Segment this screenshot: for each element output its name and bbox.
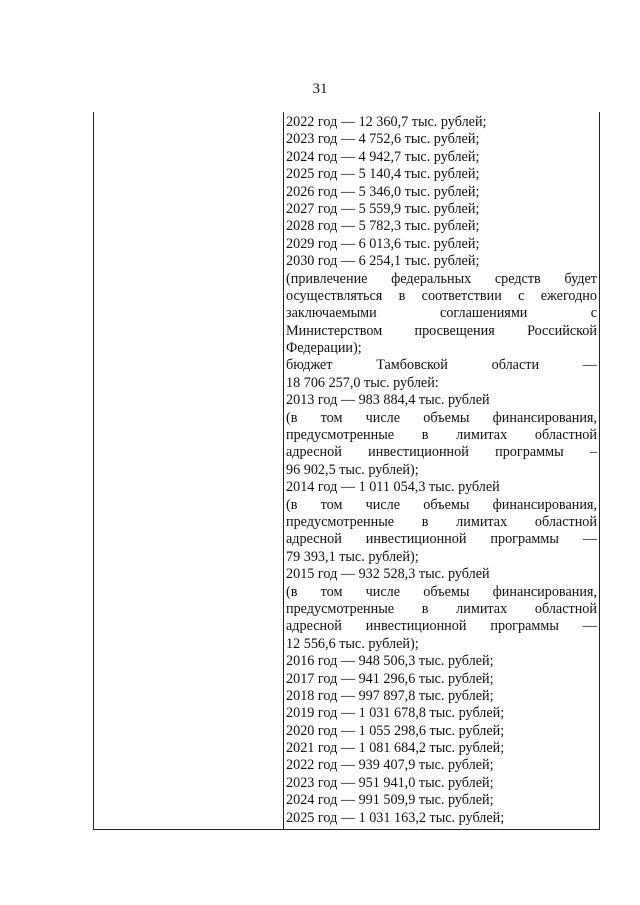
text-line: 2023 год — 4 752,6 тыс. рублей; [286, 131, 480, 148]
text-line: бюджет Тамбовской области — [286, 357, 597, 374]
text-line: 2013 год — 983 884,4 тыс. рублей [286, 392, 490, 409]
text-line: 2021 год — 1 081 684,2 тыс. рублей; [286, 740, 505, 757]
page-number: 31 [312, 81, 328, 97]
text-line: 79 393,1 тыс. рублей); [286, 548, 419, 565]
text-line: 2026 год — 5 346,0 тыс. рублей; [286, 183, 480, 200]
text-line: 2016 год — 948 506,3 тыс. рублей; [286, 653, 494, 670]
text-line: (в том числе объемы финансирования, [286, 583, 597, 600]
text-line: 2024 год — 4 942,7 тыс. рублей; [286, 148, 480, 165]
text-line: 2028 год — 5 782,3 тыс. рублей; [286, 218, 480, 235]
text-line: 2017 год — 941 296,6 тыс. рублей; [286, 670, 494, 687]
text-line: 2023 год — 951 941,0 тыс. рублей; [286, 774, 494, 791]
text-line: заключаемыми соглашениями с [286, 305, 597, 322]
text-line: предусмотренные в лимитах областной [286, 427, 597, 444]
funding-table [93, 112, 600, 830]
text-line: 2019 год — 1 031 678,8 тыс. рублей; [286, 705, 505, 722]
table-right-column [286, 114, 597, 827]
text-line: 2025 год — 5 140,4 тыс. рублей; [286, 166, 480, 183]
text-line: 2022 год — 12 360,7 тыс. рублей; [286, 114, 487, 130]
text-line: предусмотренные в лимитах областной [286, 513, 597, 530]
text-line: 12 556,6 тыс. рублей); [286, 635, 419, 652]
text-line: (привлечение федеральных средств будет [286, 270, 597, 287]
text-line: Федерации); [286, 340, 362, 357]
text-line: 2030 год — 6 254,1 тыс. рублей; [286, 253, 480, 270]
text-line: 2018 год — 997 897,8 тыс. рублей; [286, 687, 494, 704]
text-line: 2027 год — 5 559,9 тыс. рублей; [286, 200, 480, 217]
text-line: 96 902,5 тыс. рублей); [286, 461, 419, 478]
text-line: 2015 год — 932 528,3 тыс. рублей [286, 566, 490, 583]
text-line: адресной инвестиционной программы – [286, 444, 597, 461]
text-line: предусмотренные в лимитах областной [286, 600, 597, 617]
text-line: 2025 год — 1 031 163,2 тыс. рублей; [286, 809, 505, 826]
text-line: 18 706 257,0 тыс. рублей: [286, 374, 439, 391]
text-line: (в том числе объемы финансирования, [286, 409, 597, 426]
text-line: адресной инвестиционной программы — [286, 618, 597, 635]
text-line: 2024 год — 991 509,9 тыс. рублей; [286, 792, 494, 809]
text-line: 2022 год — 939 407,9 тыс. рублей; [286, 757, 494, 774]
text-line: (в том числе объемы финансирования, [286, 496, 597, 513]
table-left-column [94, 112, 284, 829]
text-line: 2014 год — 1 011 054,3 тыс. рублей [286, 479, 500, 496]
text-line: 2020 год — 1 055 298,6 тыс. рублей; [286, 722, 505, 739]
text-line: адресной инвестиционной программы — [286, 531, 597, 548]
text-line: Министерством просвещения Российской [286, 322, 597, 339]
text-line: 2029 год — 6 013,6 тыс. рублей; [286, 235, 480, 252]
text-line: осуществляться в соответствии с ежегодно [286, 287, 597, 304]
